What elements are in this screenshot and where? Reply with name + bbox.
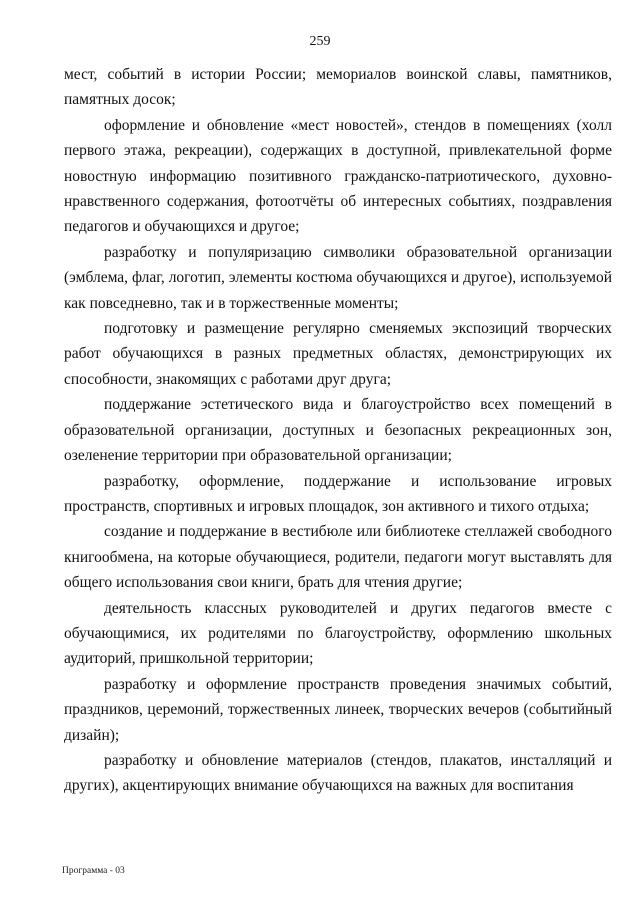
paragraph: мест, событий в истории России; мемориалов воинской славы, памятников, памятных досок; [64, 66, 612, 109]
paragraph: поддержание эстетического вида и благоустройство всех помещений в образовательной организации, доступных и безопасных рекреационных зон, озеленение территории при образовательной организации; [64, 396, 612, 465]
paragraph: разработку, оформление, поддержание и использование игровых пространств, спортивных и игровых площадок, зон активного и тихого отдыха; [64, 472, 612, 515]
footer-label: Программа - 03 [62, 866, 125, 876]
paragraph: подготовку и размещение регулярно сменяемых экспозиций творческих работ обучающихся в разных предметных областях, демонстрирующих их способности, знакомящих с работами друг друга; [64, 320, 612, 388]
paragraph: разработку и оформление пространств проведения значимых событий, праздников, церемоний, торжественных линеек, творческих вечеров (событийный дизайн); [64, 675, 612, 744]
page-number: 259 [309, 34, 331, 49]
body-text [64, 62, 612, 799]
paragraph: деятельность классных руководителей и других педагогов вместе с обучающимися, их родителями по благоустройству, оформлению школьных аудиторий, пришкольной территории; [64, 599, 612, 668]
paragraph: разработку и обновление материалов (стендов, плакатов, инсталляций и других), акцентирующих внимание обучающихся на важных для воспитания [64, 751, 612, 795]
paragraph: создание и поддержание в вестибюле или библиотеке стеллажей свободного книгообмена, на которые обучающиеся, родители, педагоги могут выставлять для общего использования свои книги, брать для чтения другие; [64, 523, 612, 592]
paragraph: оформление и обновление «мест новостей», стендов в помещениях (холл первого этажа, рекреации), содержащих в доступной, привлекательной форме новостную информацию позитивного гражданско-патриотического, духовно-нравственного содержания, фотоотчёты об интересных событиях, поздравления педагогов и обучающихся и другое; [64, 116, 612, 236]
paragraph: разработку и популяризацию символики образовательной организации (эмблема, флаг, логотип, элементы костюма обучающихся и другое), используемой как повседневно, так и в торжественные моменты; [64, 243, 612, 312]
